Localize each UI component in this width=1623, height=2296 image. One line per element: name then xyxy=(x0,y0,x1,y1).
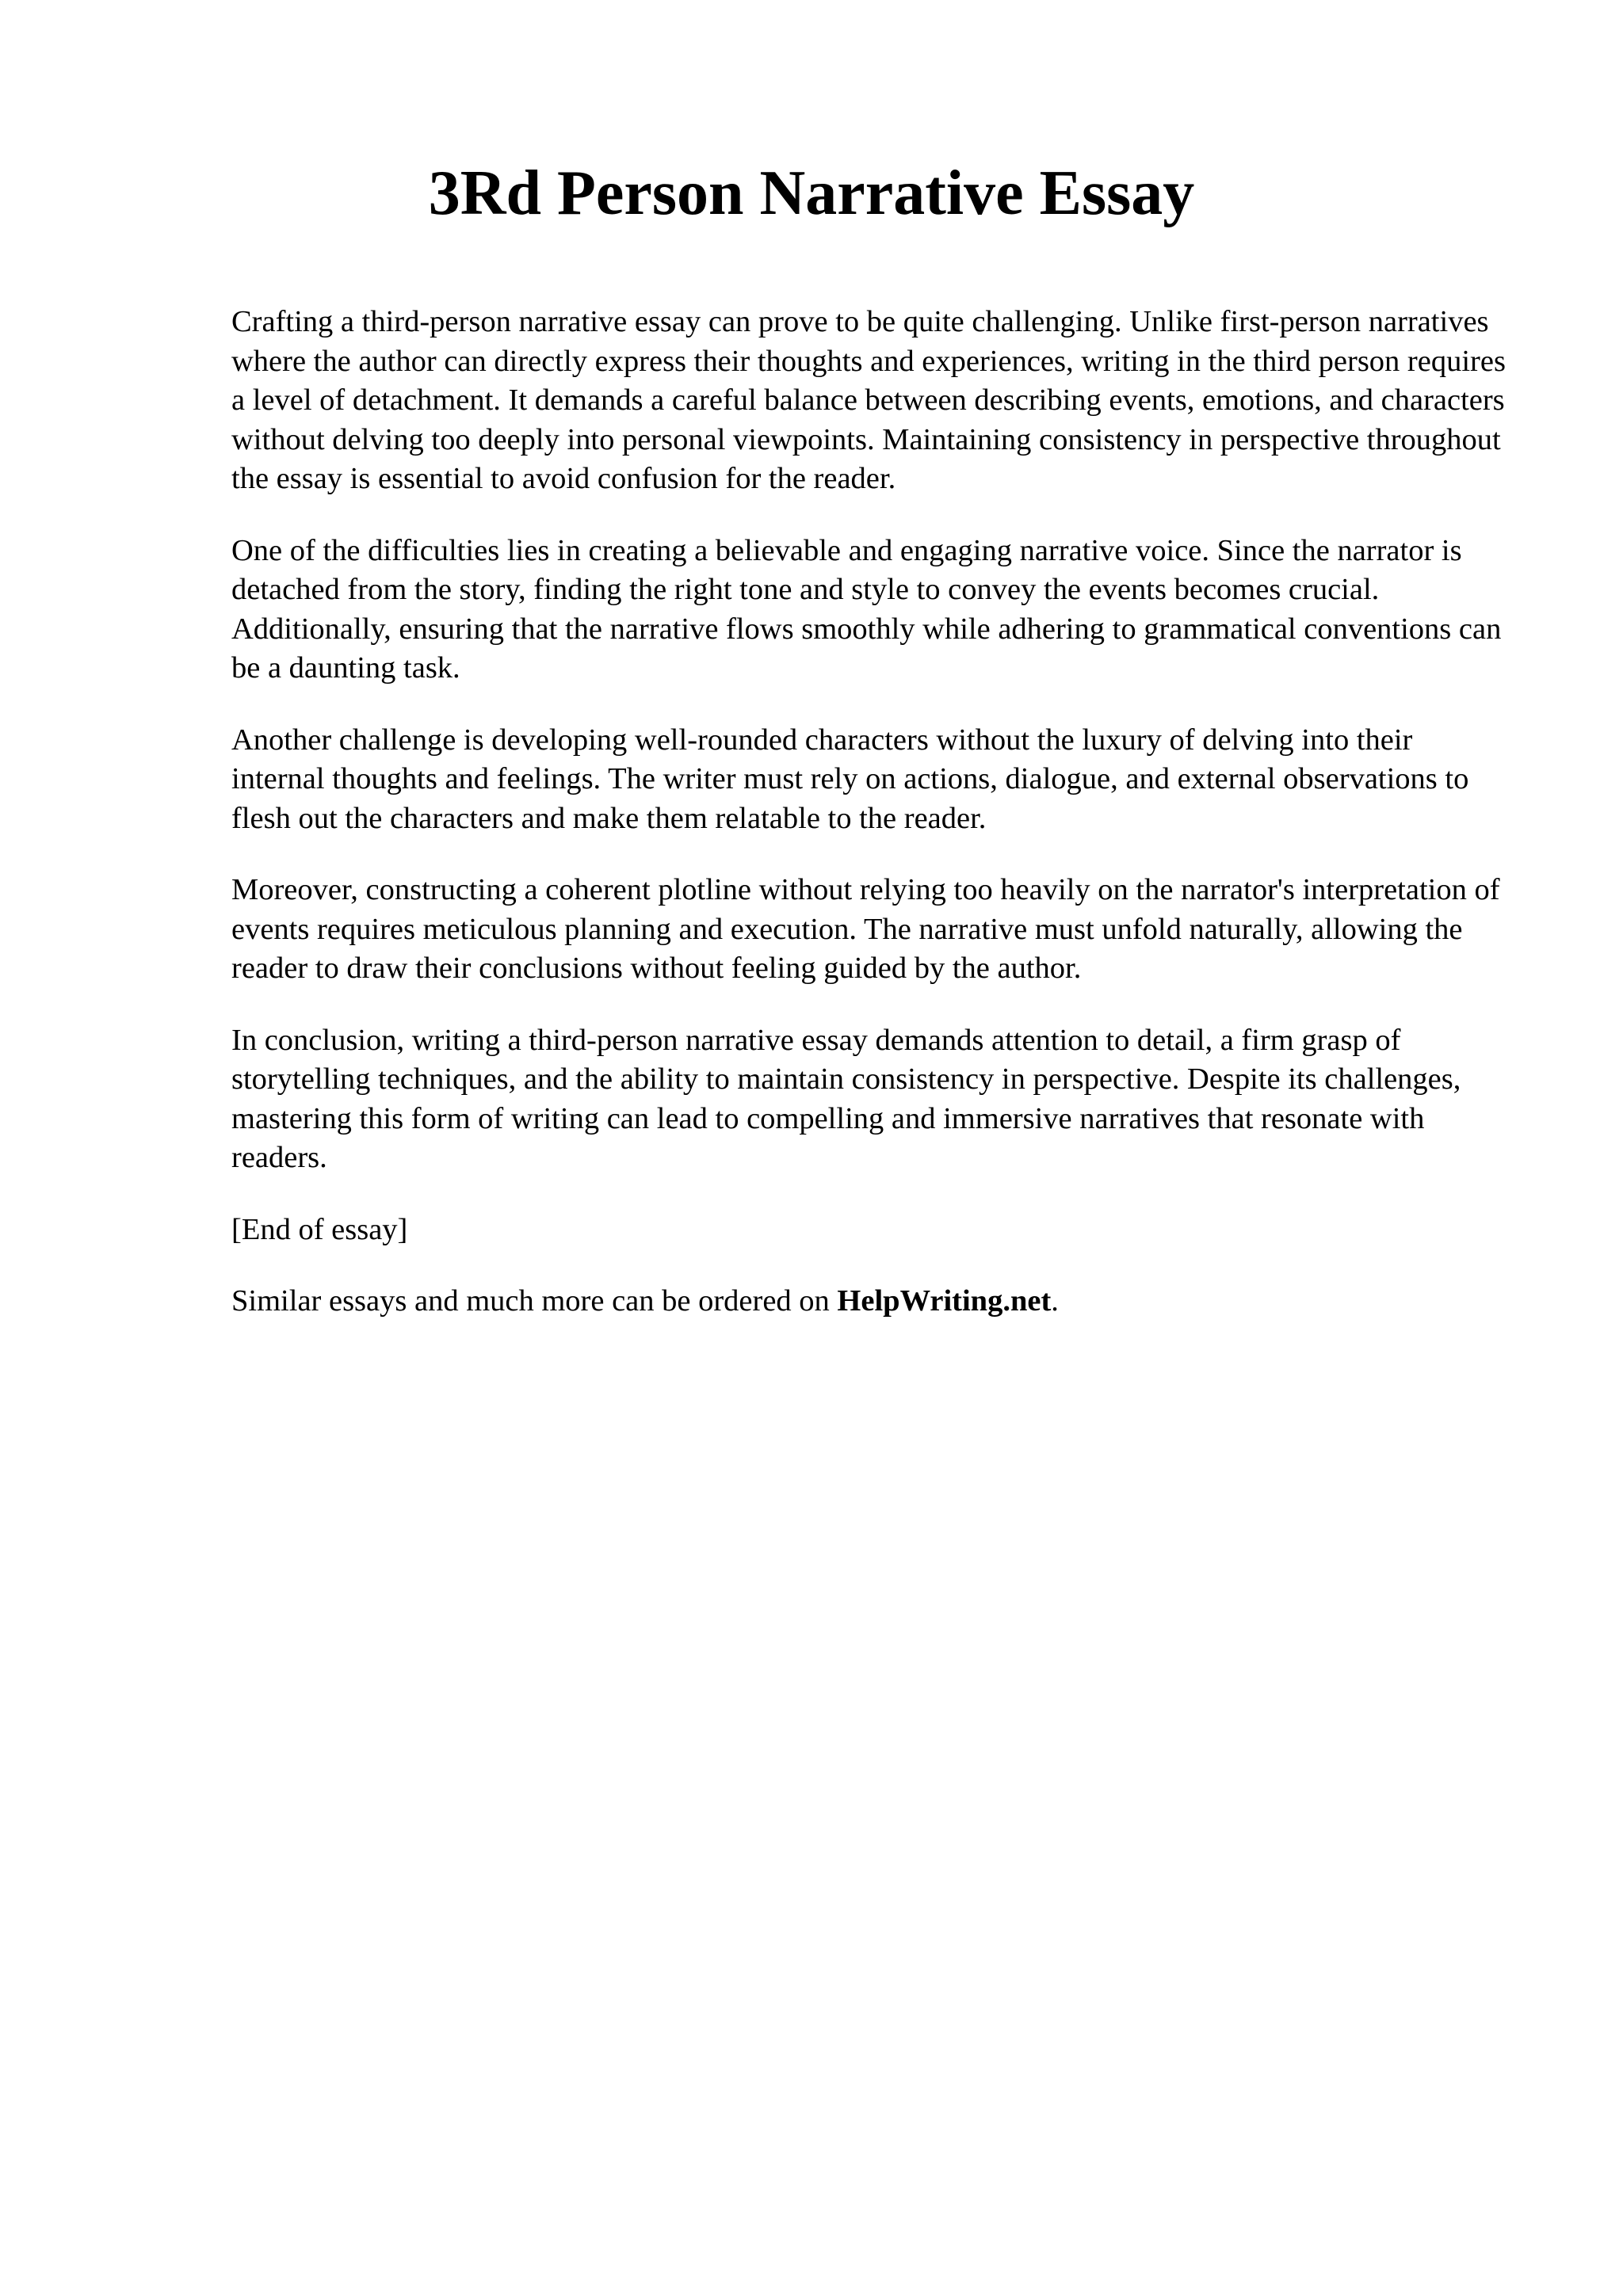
brand-name: HelpWriting.net xyxy=(837,1284,1052,1318)
footer-prefix: Similar essays and much more can be ordered on xyxy=(231,1284,838,1318)
essay-paragraph: Another challenge is developing well-rounded characters without the luxury of delving into their internal thoughts and feelings. The writer must rely on actions, dialogue, and external observations to flesh out the characters and make them relatable to the reader. xyxy=(231,723,1469,835)
footer-suffix: . xyxy=(1051,1284,1059,1318)
essay-body xyxy=(231,303,1507,1354)
essay-paragraph: Crafting a third-person narrative essay can prove to be quite challenging. Unlike first-person narratives where the author can directly express their thoughts and experiences, writing in the third person requires a level of detachment. It demands a careful balance between describing events, emotions, and characters without delving too deeply into personal viewpoints. Maintaining consistency in perspective throughout the essay is essential to avoid confusion for the reader. xyxy=(231,305,1506,495)
footer-note xyxy=(231,1282,1507,1322)
essay-paragraph: One of the difficulties lies in creating a believable and engaging narrative voice. Since the narrator is detached from the story, finding the right tone and style to convey the events becomes crucial. Additionally, ensuring that the narrative flows smoothly while adhering to grammatical conventions can be a daunting task. xyxy=(231,533,1502,685)
page-title: 3Rd Person Narrative Essay xyxy=(428,158,1195,228)
end-of-essay-marker: [End of essay] xyxy=(231,1212,408,1246)
essay-paragraph: In conclusion, writing a third-person narrative essay demands attention to detail, a firm grasp of storytelling techniques, and the ability to maintain consistency in perspective. Despite its challenges, mastering this form of writing can lead to compelling and immersive narratives that resonate with readers. xyxy=(231,1023,1461,1174)
essay-paragraph: Moreover, constructing a coherent plotline without relying too heavily on the narrator's interpretation of events requires meticulous planning and execution. The narrative must unfold naturally, allowing the reader to draw their conclusions without feeling guided by the author. xyxy=(231,873,1500,985)
